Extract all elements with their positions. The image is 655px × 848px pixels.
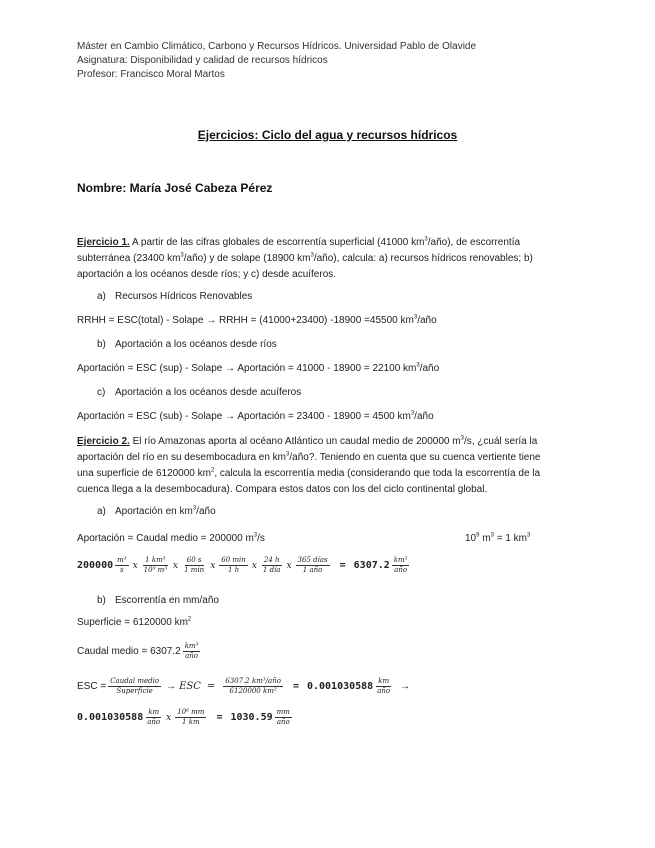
ex2-aportacion-equation: Aportación = Caudal medio = 200000 $m^3/s$ bbox=[77, 532, 265, 544]
ex2-section-a: a) Aportación en $km^3$/año bbox=[97, 505, 216, 517]
ex1-section-a: a) Recursos Hídricos Renovables bbox=[97, 291, 253, 302]
ex2-superficie: Superficie = 6120000 $km^2$ bbox=[77, 616, 192, 628]
exercise-2-label: Ejercicio 2. bbox=[77, 436, 130, 447]
page-title: Ejercicios: Ciclo del agua y recursos hídricos bbox=[197, 128, 458, 142]
header-line-1: Máster en Cambio Climático, Carbono y Recursos Hídricos. Universidad Pablo de Olavide bbox=[77, 41, 477, 52]
exercise-1-statement: Ejercicio 1. A partir de las cifras globales de escorrentía superficial (41000 $km^3/año$), de escorrentía subterránea (23400 $km^3/año$) y de solape (18900 $km^3/año$), calcula: a) recursos hídricos renovables; b) aportación a los océanos desde ríos; y c) desde acuíferos. bbox=[77, 236, 533, 280]
exercise-2-statement: Ejercicio 2. El río Amazonas aporta al océano Atlántico un caudal medio de 200000 $m^3/s$, ¿cuál sería la aportación del río en su desembocadura en $km^3$/año?. Teniendo en cuenta que su cuenca vertiente tiene una superficie de 6120000 $km^2$, calcula la escorrentía media (considerando que toda la escorrentía de la cuenca llega a la desembocadura). Compara estos datos con los del ciclo continental global. bbox=[77, 435, 541, 495]
ex1-section-c: c) Aportación a los océanos desde acuíferos bbox=[97, 387, 302, 398]
header-line-3: Profesor: Francisco Moral Martos bbox=[77, 69, 225, 80]
ex1-equation-a: RRHH = ESC(total) - Solape → RRHH = (41000+23400) -18900 =45500 $km^3$/año bbox=[77, 314, 437, 326]
ex1-equation-b: Aportación = ESC (sup) - Solape → Aportación = 41000 - 18900 = 22100 $km^3$/año bbox=[77, 362, 440, 374]
student-name: Nombre: María José Cabeza Pérez bbox=[77, 181, 273, 195]
ex2-conversion-calculation: 200000 $\frac{\text{m³}}{s}$ x $\frac{\text{1 km³}}{\text{10⁹ m³}}$ x $\frac{60 s}{1 \min}$ x $\frac{60 \min}{1 h}$ x $\frac{24 h}{\text{1 día}}$ x $\frac{\text{365 días}}{\text{1 año}}$ = 6307.2 $\frac{\text{km³}}{\text{año}}$ bbox=[77, 556, 408, 574]
ex2-esc-equation: ESC = $\frac{\text{Caudal medio}}{\text{Superficie}}$ → ESC = $\frac{\text{6307.2 km³/año}}{\text{6120000 km²}}$ = 0.001030588 $\frac{km}{\text{año}}$ → bbox=[77, 677, 411, 695]
ex2-conversion-note: $10^9$ $m^3 = 1$ $km^3$ bbox=[465, 532, 531, 544]
ex1-section-b: b) Aportación a los océanos desde ríos bbox=[97, 339, 277, 350]
ex1-equation-c: Aportación = ESC (sub) - Solape → Aportación = 23400 - 18900 = 4500 $km^3$/año bbox=[77, 410, 434, 422]
ex2-caudal-medio: Caudal medio = 6307.2 $\frac{\text{km³}}{\text{año}}$ bbox=[77, 642, 199, 660]
header-line-2: Asignatura: Disponibilidad y calidad de recursos hídricos bbox=[77, 55, 328, 66]
ex2-mm-conversion: 0.001030588 $\frac{km}{\text{año}}$ x $\frac{\text{10⁶ mm}}{1 km}$ = 1030.59 $\frac{mm}{\text{año}}$ bbox=[77, 708, 290, 726]
exercise-1-label: Ejercicio 1. bbox=[77, 237, 130, 248]
ex2-section-b: b) Escorrentía en mm/año bbox=[97, 595, 219, 606]
